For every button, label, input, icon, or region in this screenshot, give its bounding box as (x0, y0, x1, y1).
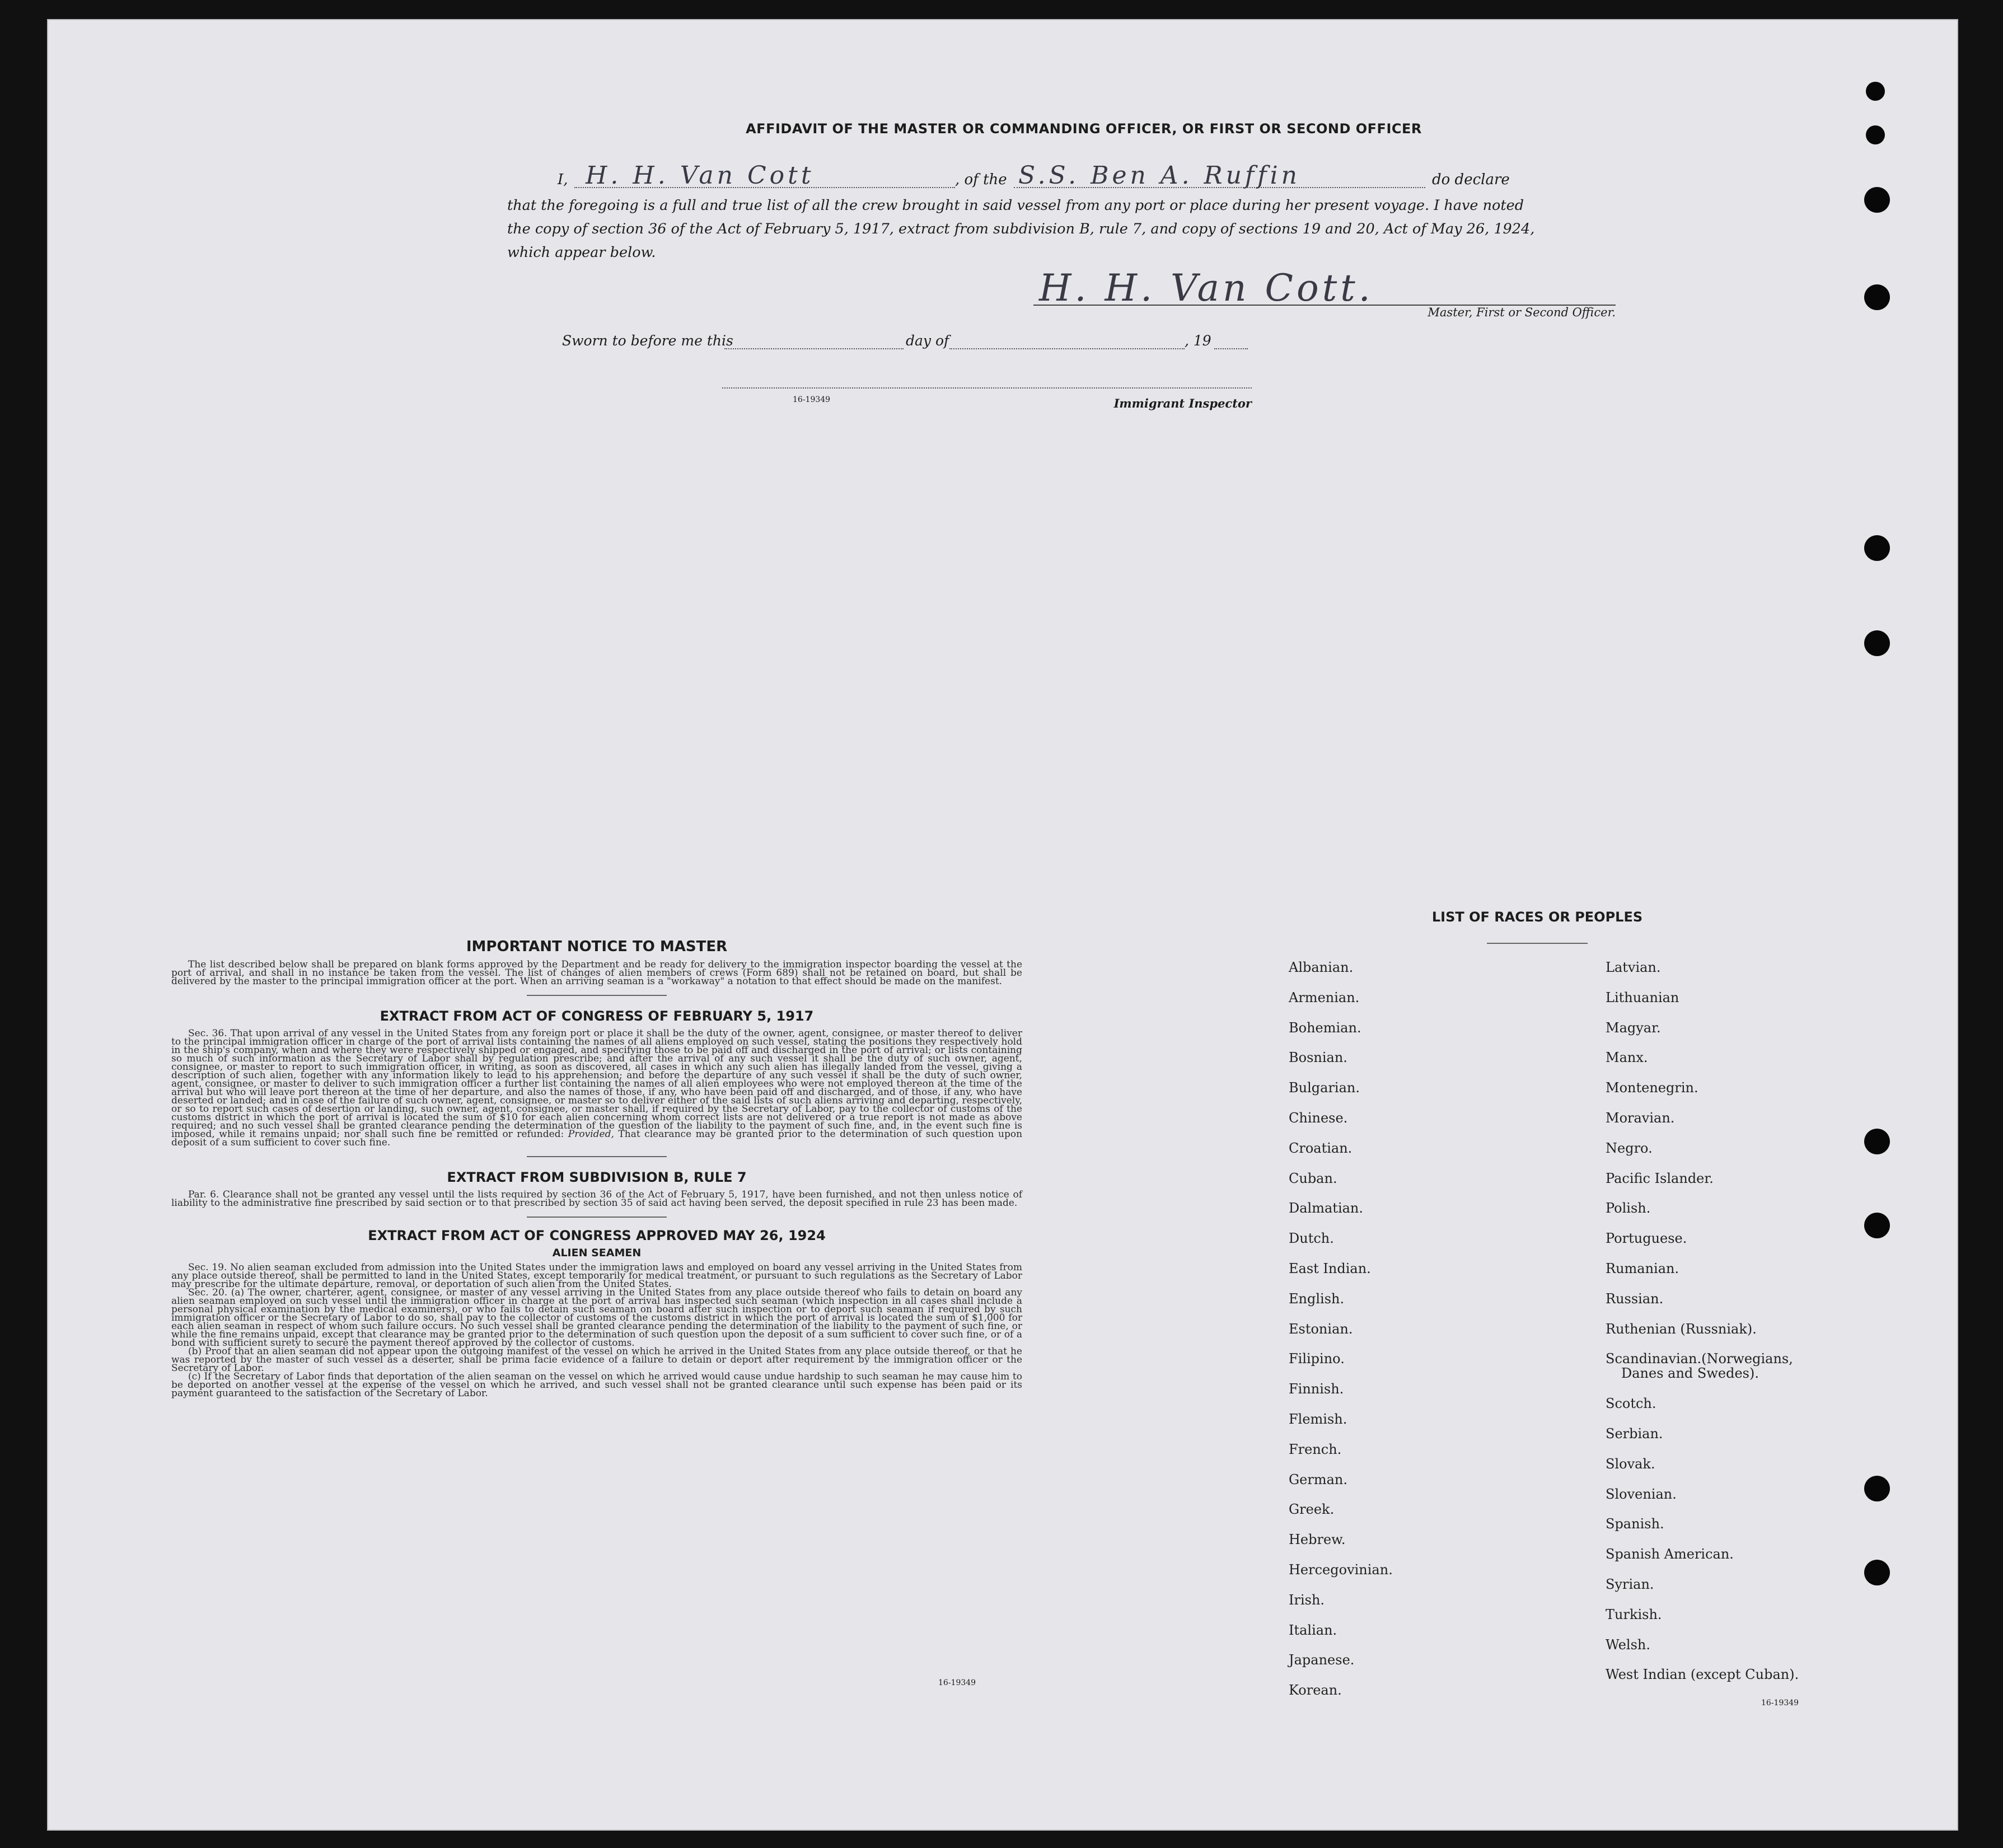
race-item: Croatian. (1289, 1140, 1353, 1156)
punch-hole (1864, 1560, 1890, 1585)
race-item: Manx. (1606, 1050, 1648, 1065)
race-item: Russian. (1606, 1291, 1664, 1307)
race-item: Hebrew. (1289, 1532, 1346, 1547)
race-item: Albanian. (1289, 960, 1354, 975)
vessel-name-handwritten: S.S. Ben A. Ruffin (1018, 161, 1300, 190)
sworn-line (562, 333, 1346, 355)
master-name-field (574, 161, 955, 190)
race-item: Spanish American. (1606, 1546, 1734, 1562)
sworn-year-field (1214, 333, 1248, 349)
affidavit-line-1 (507, 161, 1616, 191)
race-item: French. (1289, 1442, 1342, 1457)
race-item: Portuguese. (1606, 1231, 1687, 1246)
sworn-month-field (949, 333, 1185, 349)
race-item: Negro. (1606, 1140, 1653, 1156)
race-item: Flemish. (1289, 1411, 1347, 1427)
race-item: Syrian. (1606, 1576, 1654, 1592)
race-item: Spanish. (1606, 1516, 1664, 1532)
races-form-no: 16-19349 (1761, 1699, 1799, 1707)
race-item: Filipino. (1289, 1351, 1345, 1367)
race-item: Latvian. (1606, 960, 1661, 975)
race-item: Danes and Swedes). (1621, 1365, 1759, 1381)
divider (527, 995, 667, 996)
sec20b-text: (b) Proof that an alien seaman did not appear upon the outgoing manifest of the vessel on which he arrived in the United States from any place outside thereof, or that he was reported by the master of such vessel as a deserter, shall be prima facie evidence of a failure to detain or deport after requirement by the immigration officer or the Secretary of Labor. (171, 1346, 1022, 1374)
extract-1917-main: Sec. 36. That upon arrival of any vessel in the United States from any foreign port or place it shall be the duty of the owner, agent, consignee, or master thereof to deliver to the principal immigration officer in charge of the port of arrival lists containing the names of all aliens employed on such vessel, stating the positions they respectively hold in the ship's company, when and where they were respectively shipped or engaged, and specifying those to be paid off and discharged in the port of arrival; or lists containing so much of such information as the Secretary of Labor shall by regulation prescribe; and after the arrival of any such vessel it shall be the duty of such owner, agent, consignee, or master to report to such immigration officer, in writing, as soon as discovered, all cases in which any such alien has illegally landed from the vessel, giving a description of such alien, together with any information likely to lead to his apprehension; and before the departure of any such vessel it shall be the duty of such owner, agent, consignee, or master to deliver to such immigration officer a further list containing the names of all alien employees who were not employed thereon at the time of the arrival but who will leave port thereon at the time of her departure, and also the names of those, if any, who have been paid off and discharged, and of those, if any, who have deserted or landed; and in case of the failure of such owner, agent, consignee, or master so to deliver either of the said lists of such aliens arriving and departing, respectively, or so to report such cases of desertion or landing, such owner, agent, consignee, or master shall, if required by the Secretary of Labor, pay to the collector of customs of the customs district in which the port of arrival is located the sum of $10 for each alien concerning whom correct lists are not delivered or a true report is not made as above required; and no such vessel shall be granted clearance pending the determination of the question of the liability to the payment of such fine, and, in the event such fine is imposed, while it remains unpaid; nor shall such fine be remitted or refunded: (171, 1028, 1022, 1140)
races-divider (1487, 943, 1588, 944)
race-item: Magyar. (1606, 1020, 1661, 1036)
race-item: Dutch. (1289, 1231, 1334, 1246)
race-item: Hercegovinian. (1289, 1562, 1393, 1578)
race-item: Cuban. (1289, 1171, 1337, 1186)
race-item: Pacific Islander. (1606, 1171, 1714, 1186)
punch-hole (1864, 284, 1890, 310)
race-item: Ruthenian (Russniak). (1606, 1321, 1757, 1337)
punch-hole (1864, 1213, 1890, 1238)
sec20c-text: (c) If the Secretary of Labor finds that deportation of the alien seaman on the vessel on which he arrived would cause undue hardship to such seaman he may cause him to be deported on another vessel at the expense of the vessel on which he arrived, and such vessel shall not be granted clearance until such expense has been paid or its payment guaranteed to the satisfaction of the Secretary of Labor. (171, 1371, 1022, 1399)
race-item: Turkish. (1606, 1607, 1662, 1622)
race-item: Greek. (1289, 1501, 1335, 1517)
master-signature: H. H. Van Cott. (1039, 266, 1374, 310)
sec20a-text: Sec. 20. (a) The owner, charterer, agent, consignee, or master of any vessel arriving in the United States from any place outside thereof who fails to detain on board any alien seaman employed on such vessel until the immigration officer in charge at the port of arrival has inspected such seaman (which inspection in all cases shall include a personal physical examination by the medical examiners), or who fails to detain such seaman on board after such inspection or to deport such seaman if required by such immigration officer or the Secretary of Labor to do so, shall pay to the collector of customs of the customs district in which the port of arrival is located the sum of $1,000 for each alien seaman in respect of whom such failure occurs. No such vessel shall be granted clearance pending the determination of the liability to the payment of such fine, or while the fine remains unpaid, except that clearance may be granted prior to the determination of such question upon the deposit of a sum sufficient to cover such fine, or of a bond with sufficient surety to secure the payment thereof approved by the collector of customs. (171, 1287, 1022, 1349)
sworn-date-field (724, 333, 904, 349)
alien-seamen-subtitle: ALIEN SEAMEN (552, 1247, 642, 1259)
punch-hole (1864, 630, 1890, 656)
race-item: Bohemian. (1289, 1020, 1361, 1036)
race-item: Slovak. (1606, 1456, 1655, 1472)
race-item: Irish. (1289, 1592, 1325, 1608)
inspector-signature-line (722, 384, 1252, 389)
divider (527, 1156, 667, 1157)
affidavit-line-4: which appear below. (507, 244, 656, 261)
punch-hole (1866, 125, 1885, 144)
race-item: Lithuanian (1606, 990, 1679, 1005)
extract-rule7-title: EXTRACT FROM SUBDIVISION B, RULE 7 (447, 1169, 747, 1185)
race-item: Armenian. (1289, 990, 1360, 1005)
extract-1917-end: That clearance may be granted prior to the determination of such question upon deposit of a sum sufficient to cover such fine. (171, 1129, 1023, 1148)
extract-1917-title: EXTRACT FROM ACT OF CONGRESS OF FEBRUARY 5, 1917 (380, 1008, 814, 1024)
affidavit-i: I, (558, 171, 568, 188)
race-item: Dalmatian. (1289, 1200, 1364, 1216)
punch-hole (1864, 1129, 1890, 1154)
extract-1917-provided: Provided, (568, 1129, 614, 1140)
race-item: East Indian. (1289, 1261, 1371, 1276)
signature-caption: Master, First or Second Officer. (1428, 306, 1616, 319)
race-item: Bulgarian. (1289, 1080, 1360, 1096)
race-item: Korean. (1289, 1682, 1342, 1698)
race-item: Estonian. (1289, 1321, 1353, 1337)
notice-form-no: 16-19349 (938, 1678, 976, 1687)
race-item: Finnish. (1289, 1381, 1344, 1397)
master-name-handwritten: H. H. Van Cott (586, 161, 815, 190)
race-item: German. (1289, 1472, 1347, 1487)
race-item: Rumanian. (1606, 1261, 1679, 1276)
sworn-day-of: day of (906, 333, 949, 349)
notice-column (171, 938, 1022, 1398)
notice-title: IMPORTANT NOTICE TO MASTER (466, 938, 728, 955)
punch-hole (1864, 1476, 1890, 1501)
race-item: English. (1289, 1291, 1345, 1307)
races-title: LIST OF RACES OR PEOPLES (1431, 909, 1643, 925)
race-item: Scandinavian.(Norwegians, (1606, 1351, 1793, 1367)
race-item: West Indian (except Cuban). (1606, 1667, 1799, 1682)
race-item: Montenegrin. (1606, 1080, 1698, 1096)
punch-hole (1864, 535, 1890, 561)
sworn-label: Sworn to before me this (562, 333, 733, 349)
divider (527, 1217, 667, 1218)
punch-hole (1866, 82, 1885, 101)
race-item: Slovenian. (1606, 1486, 1677, 1502)
race-item: Chinese. (1289, 1110, 1348, 1126)
affidavit-of-the: , of the (955, 171, 1007, 188)
vessel-name-field (1014, 161, 1425, 190)
affidavit-do-declare: do declare (1432, 171, 1510, 188)
affidavit-title: AFFIDAVIT OF THE MASTER OR COMMANDING OFFICER, OR FIRST OR SECOND OFFICER (746, 121, 1422, 137)
extract-1917-text (171, 1030, 1022, 1147)
race-item: Scotch. (1606, 1396, 1656, 1411)
race-item: Bosnian. (1289, 1050, 1347, 1065)
race-item: Polish. (1606, 1200, 1651, 1216)
notice-text: The list described below shall be prepared on blank forms approved by the Department and be ready for delivery to the immigration inspector boarding the vessel at the port of arrival, and shall in no instance be taken from the vessel. The list of changes of alien members of crews (Form 689) shall not be retained on board, but shall be delivered by the master to the principal immigration officer at the port. When an arriving seaman is a "workaway" a notation to that effect should be made on the manifest. (171, 959, 1022, 987)
affidavit-form-no: 16-19349 (793, 395, 831, 404)
manifest-page (47, 19, 1958, 1831)
race-item: Welsh. (1606, 1637, 1650, 1653)
affidavit-line-3: the copy of section 36 of the Act of February 5, 1917, extract from subdivision B, rule 7, and copy of sections 19 and 20, Act of May 26, 1924, (507, 221, 1535, 237)
punch-hole (1864, 187, 1890, 213)
sec19-text: Sec. 19. No alien seaman excluded from admission into the United States under the immigration laws and employed on board any vessel arriving in the United States from any place outside thereof, shall be permitted to land in the United States, except temporarily for medical treatment, or pursuant to such regulations as the Secretary of Labor may prescribe for the ultimate departure, removal, or deportation of such alien from the United States. (171, 1262, 1022, 1290)
race-item: Japanese. (1289, 1652, 1355, 1668)
extract-1924-title: EXTRACT FROM ACT OF CONGRESS APPROVED MAY 26, 1924 (368, 1228, 826, 1243)
race-item: Moravian. (1606, 1110, 1675, 1126)
sworn-year: , 19 (1185, 333, 1211, 349)
race-item: Serbian. (1606, 1426, 1663, 1442)
inspector-caption: Immigrant Inspector (1113, 396, 1252, 410)
affidavit-line-2: that the foregoing is a full and true list of all the crew brought in said vessel from any port or place during her present voyage. I have noted (507, 197, 1524, 214)
race-item: Italian. (1289, 1622, 1337, 1638)
extract-rule7-text: Par. 6. Clearance shall not be granted any vessel until the lists required by section 36 of the Act of February 5, 1917, have been furnished, and not then unless notice of liability to the administrative fine prescribed by said section or to that prescribed by section 35 of said act having been served, the deposit specified in rule 23 has been made. (171, 1189, 1022, 1209)
